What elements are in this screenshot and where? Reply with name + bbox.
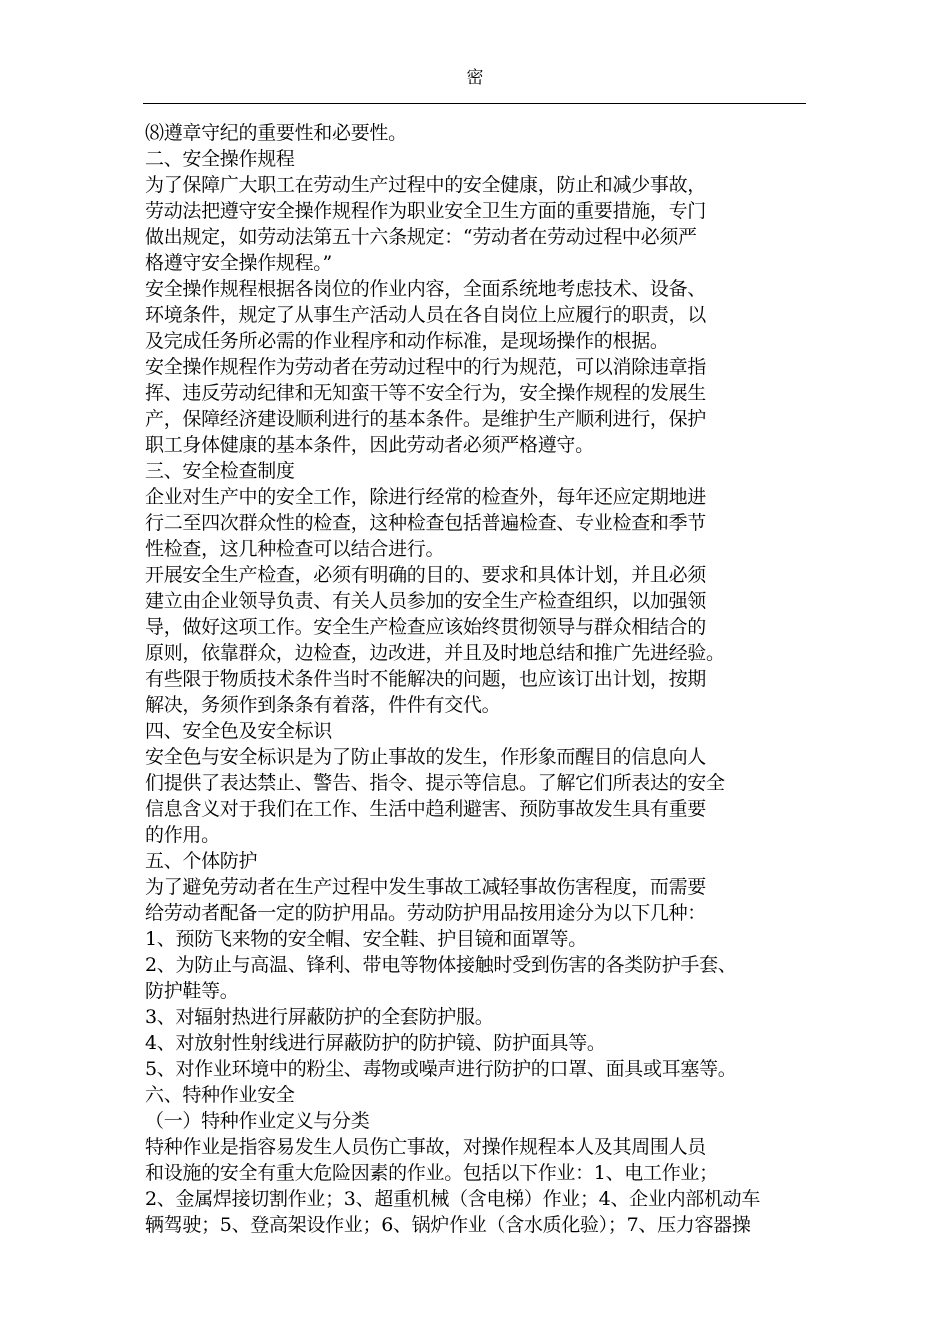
text-line: 4、对放射性射线进行屏蔽防护的防护镜、防护面具等。 xyxy=(145,1032,606,1054)
text-line: 2、为防止与高温、锋利、带电等物体接触时受到伤害的各类防护手套、 xyxy=(145,954,737,976)
text-line: 建立由企业领导负责、有关人员参加的安全生产检查组织，以加强领 xyxy=(145,590,707,612)
text-line: 四、安全色及安全标识 xyxy=(145,720,333,742)
text-line: 安全色与安全标识是为了防止事故的发生，作形象而醒目的信息向人 xyxy=(145,746,707,768)
text-line: 2、金属焊接切割作业；3、超重机械（含电梯）作业；4、企业内部机动车 xyxy=(145,1188,761,1210)
text-line: 为了避免劳动者在生产过程中发生事故工减轻事故伤害程度，而需要 xyxy=(145,876,707,898)
text-line: 给劳动者配备一定的防护用品。劳动防护用品按用途分为以下几种： xyxy=(145,902,707,924)
text-line: 企业对生产中的安全工作，除进行经常的检查外，每年还应定期地进 xyxy=(145,486,707,508)
text-line: （一）特种作业定义与分类 xyxy=(145,1110,370,1132)
text-line: 环境条件，规定了从事生产活动人员在各自岗位上应履行的职责，以 xyxy=(145,304,707,326)
header-divider xyxy=(143,103,806,104)
text-line: 安全操作规程作为劳动者在劳动过程中的行为规范，可以消除违章指 xyxy=(145,356,707,378)
text-line: 二、安全操作规程 xyxy=(145,148,295,170)
text-line: 信息含义对于我们在工作、生活中趋利避害、预防事故发生具有重要 xyxy=(145,798,707,820)
page-header-confidential-mark: 密 xyxy=(466,68,484,88)
text-line: 五、个体防护 xyxy=(145,850,258,872)
text-line: 5、对作业环境中的粉尘、毒物或噪声进行防护的口罩、面具或耳塞等。 xyxy=(145,1058,737,1080)
text-line: 格遵守安全操作规程。” xyxy=(145,252,332,274)
text-line: 们提供了表达禁止、警告、指令、提示等信息。了解它们所表达的安全 xyxy=(145,772,725,794)
text-line: 导，做好这项工作。安全生产检查应该始终贯彻领导与群众相结合的 xyxy=(145,616,707,638)
text-line: 解决，务须作到条条有着落，件件有交代。 xyxy=(145,694,501,716)
text-line: 1、预防飞来物的安全帽、安全鞋、护目镜和面罩等。 xyxy=(145,928,587,950)
text-line: 行二至四次群众性的检查，这种检查包括普遍检查、专业检查和季节 xyxy=(145,512,707,534)
text-line: 劳动法把遵守安全操作规程作为职业安全卫生方面的重要措施，专门 xyxy=(145,200,707,222)
text-line: 六、特种作业安全 xyxy=(145,1084,295,1106)
text-line: 为了保障广大职工在劳动生产过程中的安全健康，防止和减少事故， xyxy=(145,174,707,196)
text-line: 开展安全生产检查，必须有明确的目的、要求和具体计划，并且必须 xyxy=(145,564,707,586)
text-line: 和设施的安全有重大危险因素的作业。包括以下作业：1、电工作业； xyxy=(145,1162,718,1184)
document-body xyxy=(145,120,825,1238)
text-line: 做出规定，如劳动法第五十六条规定：“劳动者在劳动过程中必须严 xyxy=(145,226,697,248)
text-line: 特种作业是指容易发生人员伤亡事故，对操作规程本人及其周围人员 xyxy=(145,1136,707,1158)
text-line: 辆驾驶；5、登高架设作业；6、锅炉作业（含水质化验）；7、压力容器操 xyxy=(145,1214,751,1236)
text-line: 产，保障经济建设顺利进行的基本条件。是维护生产顺利进行，保护 xyxy=(145,408,707,430)
text-line: 原则，依靠群众，边检查，边改进，并且及时地总结和推广先进经验。 xyxy=(145,642,725,664)
text-line: 3、对辐射热进行屏蔽防护的全套防护服。 xyxy=(145,1006,494,1028)
text-line: ⑻遵章守纪的重要性和必要性。 xyxy=(145,122,407,144)
text-line: 挥、违反劳动纪律和无知蛮干等不安全行为，安全操作规程的发展生 xyxy=(145,382,707,404)
text-line: 及完成任务所必需的作业程序和动作标准，是现场操作的根据。 xyxy=(145,330,669,352)
text-line: 职工身体健康的基本条件，因此劳动者必须严格遵守。 xyxy=(145,434,594,456)
text-line: 防护鞋等。 xyxy=(145,980,239,1002)
text-line: 的作用。 xyxy=(145,824,220,846)
text-line: 安全操作规程根据各岗位的作业内容，全面系统地考虑技术、设备、 xyxy=(145,278,707,300)
text-line: 有些限于物质技术条件当时不能解决的问题，也应该订出计划，按期 xyxy=(145,668,707,690)
text-line: 三、安全检查制度 xyxy=(145,460,295,482)
text-line: 性检查，这几种检查可以结合进行。 xyxy=(145,538,445,560)
